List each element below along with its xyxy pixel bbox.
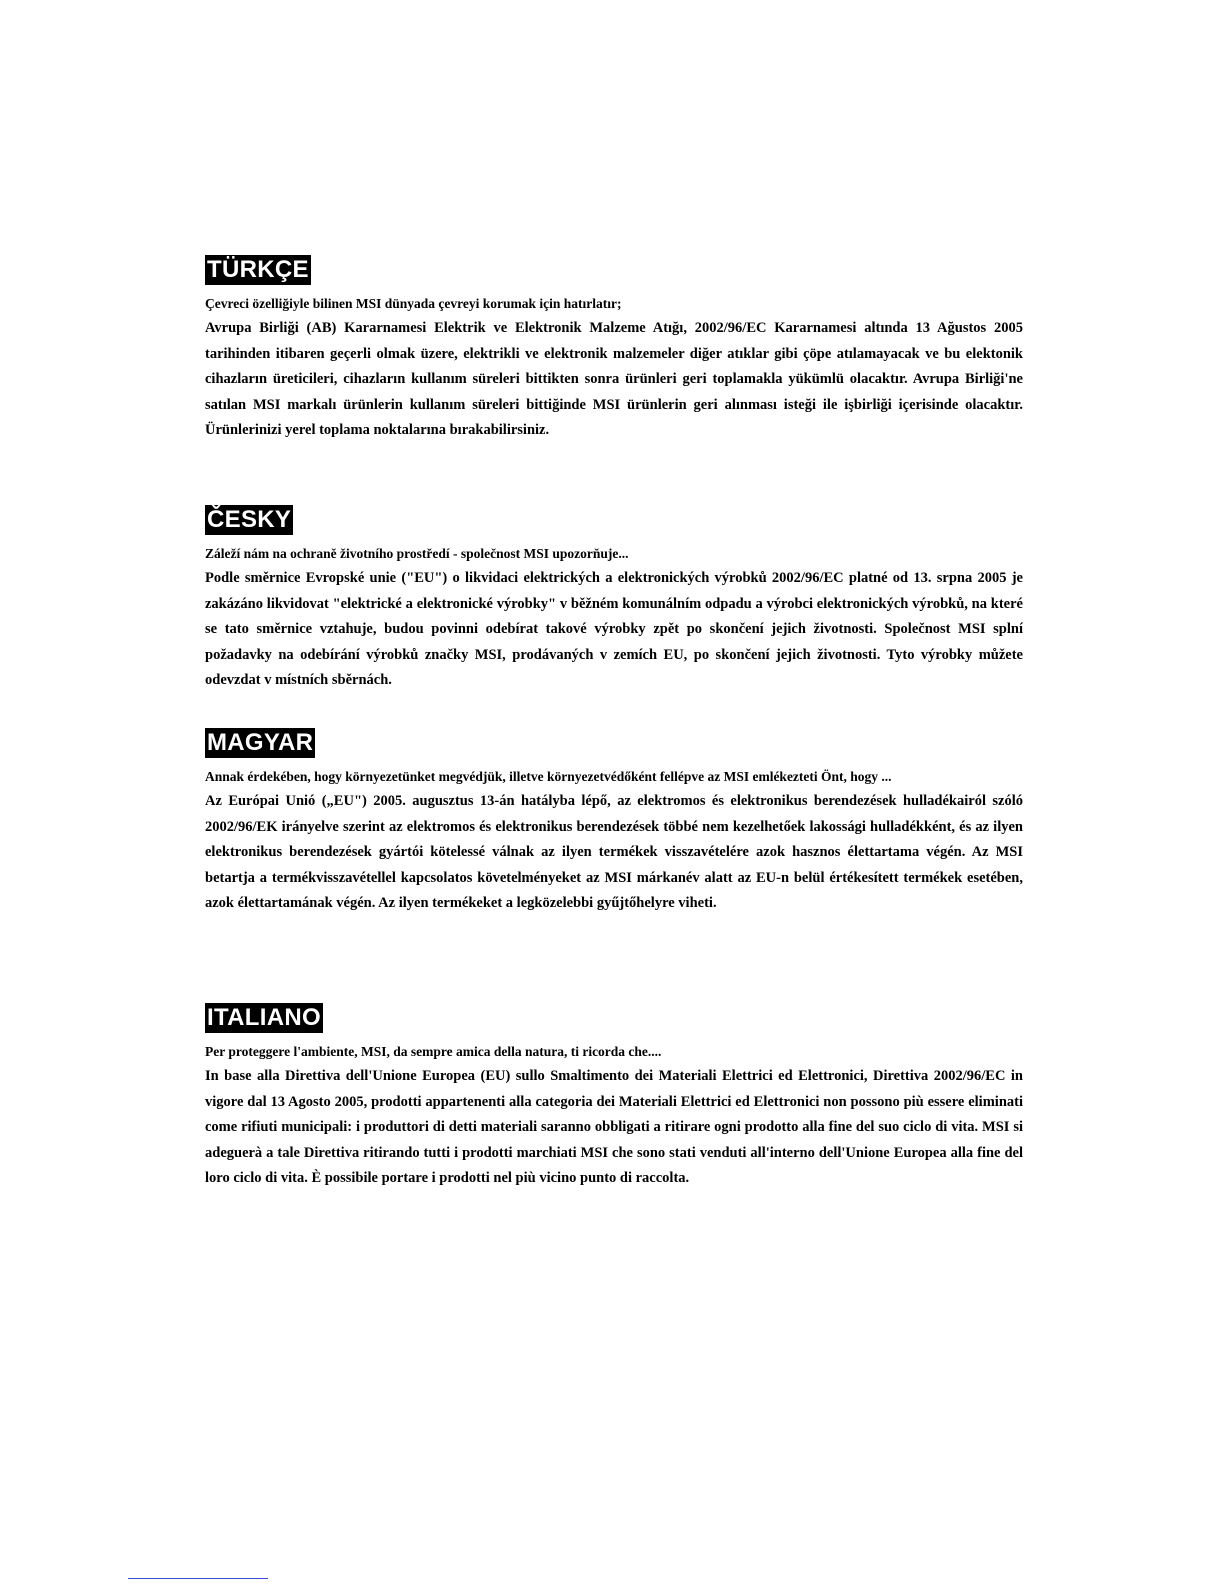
section-turkish (205, 255, 1023, 444)
section-body: Avrupa Birliği (AB) Kararnamesi Elektrik ve Elektronik Malzeme Atığı, 2002/96/EC Kararnamesi altında 13 Ağustos 2005 tarihinden itibaren geçerli olmak üzere, elektrikli ve elektronik malzemeler diğer atıklar gibi çöpe atılamayacak ve bu elektonik cihazların üreticileri, cihazların kullanım süreleri bittikten sonra ürünleri geri toplamakla yükümlü olacaktır. Avrupa Birliği'ne satılan MSI markalı ürünlerin kullanım süreleri bittiğinde MSI ürünlerin geri alınması isteği ile işbirliği içerisinde olacaktır. Ürünlerinizi yerel toplama noktalarına bırakabilirsiniz. (205, 320, 1023, 438)
section-intro: Çevreci özelliğiyle bilinen MSI dünyada çevreyi korumak için hatırlatır; (205, 296, 622, 311)
section-heading: ITALIANO (207, 1004, 321, 1031)
section-heading: ČESKY (207, 506, 292, 533)
section-intro: Per proteggere l'ambiente, MSI, da sempre amica della natura, ti ricorda che.... (205, 1044, 662, 1059)
section-body: Podle směrnice Evropské unie ("EU") o likvidaci elektrických a elektronických výrobků 2002/96/EC platné od 13. srpna 2005 je zakázáno likvidovat "elektrické a elektronické výrobky" v běžném komunálním odpadu a výrobci elektronických výrobků, na které se tato směrnice vztahuje, budou povinni odebírat takové výrobky zpět po skončení jejich životnosti. Společnost MSI splní požadavky na odebírání výrobků značky MSI, prodávaných v zemích EU, po skončení jejich životnosti. Tyto výrobky můžete odevzdat v místních sběrnách. (205, 570, 1023, 688)
section-body: In base alla Direttiva dell'Unione Europea (EU) sullo Smaltimento dei Materiali Elettrici ed Elettronici, Direttiva 2002/96/EC in vigore dal 13 Agosto 2005, prodotti appartenenti alla categoria dei Materiali Elettrici ed Elettronici non possono più essere eliminati come rifiuti municipali: i produttori di detti materiali saranno obbligati a ritirare ogni prodotto alla fine del suo ciclo di vita. MSI si adeguerà a tale Direttiva ritirando tutti i prodotti marchiati MSI che sono stati venduti all'interno dell'Unione Europea alla fine del loro ciclo di vita. È possibile portare i prodotti nel più vicino punto di raccolta. (205, 1068, 1023, 1186)
section-czech (205, 505, 1023, 694)
section-intro: Annak érdekében, hogy környezetünket megvédjük, illetve környezetvédőként fellépve az MSI emlékezteti Önt, hogy ... (205, 769, 892, 784)
section-intro: Záleží nám na ochraně životního prostředí - společnost MSI upozorňuje... (205, 546, 629, 561)
section-body: Az Európai Unió („EU") 2005. augusztus 13-án hatályba lépő, az elektromos és elektronikus berendezések hulladékairól szóló 2002/96/EK irányelve szerint az elektromos és elektronikus berendezések többé nem kezelhetőek lakossági hulladékként, és az ilyen elektronikus berendezések gyártói kötelessé válnak az ilyen termékek visszavételére azok hasznos élettartama végén. Az MSI betartja a termékvisszavétellel kapcsolatos követelményeket az MSI márkanév alatt az EU-n belül értékesített termékek esetében, azok élettartamának végén. Az ilyen termékeket a legközelebbi gyűjtőhelyre viheti. (205, 793, 1023, 911)
section-heading: TÜRKÇE (207, 256, 309, 283)
section-hungarian (205, 728, 1023, 917)
section-heading: MAGYAR (207, 729, 314, 756)
section-italian (205, 1003, 1023, 1192)
footnote-separator (128, 1578, 268, 1579)
